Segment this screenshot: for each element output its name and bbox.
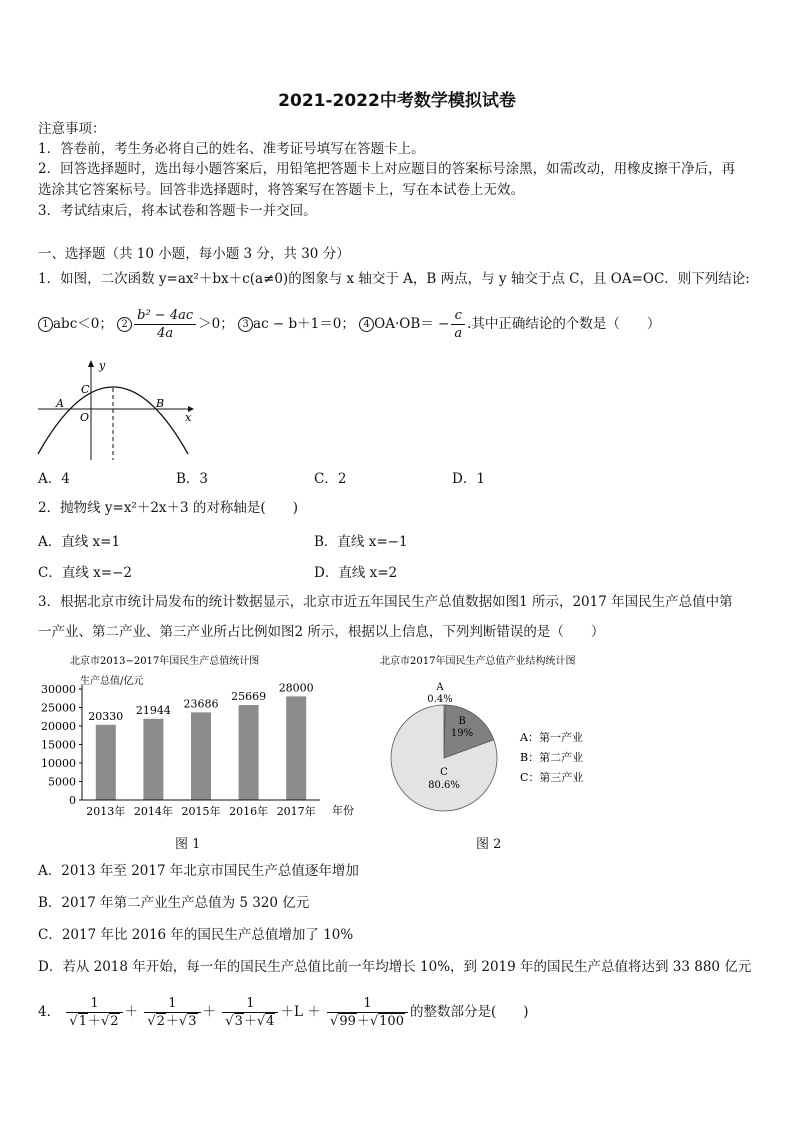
q3-option-b[interactable]: B．2017 年第二产业生产总值为 5 320 亿元 bbox=[38, 895, 310, 911]
q1-c2-fraction bbox=[134, 307, 196, 342]
x-tick-label: 2013年 bbox=[86, 805, 126, 818]
bar-chart-figure-1 bbox=[30, 650, 370, 825]
q1-option-d[interactable]: D．1 bbox=[452, 471, 485, 487]
notice-heading: 注意事项： bbox=[38, 121, 106, 137]
notice-item-2-cont: 选涂其它答案标号。回答非选择题时，将答案写在答题卡上，写在本试卷上无效。 bbox=[38, 182, 524, 198]
bar-chart-ylabel: 生产总值/亿元 bbox=[80, 676, 144, 687]
label-A: A bbox=[56, 397, 64, 410]
pie-value-C: 80.6% bbox=[428, 780, 460, 791]
figure-2-caption: 图 2 bbox=[476, 837, 502, 852]
pie-chart-title: 北京市2017年国民生产总值产业结构统计图 bbox=[380, 656, 576, 667]
q3-stem-line1: 3．根据北京市统计局发布的统计数据显示，北京市近五年国民生产总值数据如图1 所示，2017 年国民生产总值中第 bbox=[38, 594, 733, 610]
q4-term-3 bbox=[222, 995, 278, 1030]
q4-term-3-denominator: √3＋√4 bbox=[225, 1014, 275, 1029]
q4-term-1-numerator: 1 bbox=[66, 995, 122, 1013]
q4-term-2-denominator: √2＋√3 bbox=[147, 1014, 197, 1029]
q4-expression: 4． $\frac{1}{√1+√2}$ ＋ $\frac{1}{√2+√3}$ ＋ $\frac{1}{√3+√4}$ ＋L ＋ $\frac{1}{√99+√100}$ 的整数部分是( ) bbox=[38, 996, 529, 1029]
y-tick-label: 15000 bbox=[41, 738, 76, 752]
section-heading: 一、选择题（共 10 小题，每小题 3 分，共 30 分） bbox=[38, 246, 350, 262]
q4-term-2-radicand-1: 2 bbox=[156, 1014, 165, 1029]
q4-term-4 bbox=[327, 995, 408, 1030]
q1-c2-numerator: b² − 4ac bbox=[134, 307, 196, 325]
label-x: x bbox=[185, 411, 192, 424]
bar-2014年 bbox=[143, 719, 163, 800]
bar-chart-xlabel: 年份 bbox=[332, 804, 354, 817]
q4-term-2-numerator: 1 bbox=[144, 995, 200, 1013]
q4-ellipsis: ＋L ＋ bbox=[280, 1004, 321, 1020]
q1-c4-tail: .其中正确结论的个数是（ ） bbox=[467, 316, 661, 332]
q4-tail: 的整数部分是( ) bbox=[409, 1004, 529, 1020]
notice-item-2: 2．回答选择题时，选出每小题答案后，用铅笔把答题卡上对应题目的答案标号涂黑，如需改动，用橡皮擦干净后，再 bbox=[38, 161, 736, 177]
q4-term-1-radicand-2: 2 bbox=[110, 1014, 119, 1029]
bar-chart-title: 北京市2013−2017年国民生产总值统计图 bbox=[70, 656, 260, 667]
bar-value-label: 23686 bbox=[183, 697, 219, 711]
q2-option-b[interactable]: B．直线 x=−1 bbox=[314, 534, 408, 550]
q4-term-1-radicand-1: 1 bbox=[78, 1014, 87, 1029]
q4-term-1 bbox=[66, 995, 122, 1030]
q4-term-3-radicand-2: 4 bbox=[266, 1014, 275, 1029]
q4-number: 4． bbox=[38, 1004, 61, 1020]
q1-c4-numerator: c bbox=[451, 307, 465, 325]
label-C: C bbox=[81, 383, 90, 396]
q4-term-3-numerator: 1 bbox=[222, 995, 278, 1013]
q1-c1: abc＜0； bbox=[53, 316, 113, 332]
pie-label-C: C bbox=[440, 767, 448, 778]
q1-parabola-graph bbox=[30, 355, 200, 465]
bar-value-label: 28000 bbox=[278, 681, 314, 695]
y-tick-label: 30000 bbox=[41, 683, 76, 696]
q2-stem: 2．抛物线 y=x²＋2x＋3 的对称轴是( ) bbox=[38, 500, 298, 516]
q3-option-a[interactable]: A．2013 年至 2017 年北京市国民生产总值逐年增加 bbox=[38, 863, 359, 879]
q3-option-d[interactable]: D．若从 2018 年开始，每一年的国民生产总值比前一年均增长 10%，到 2019 年的国民生产总值将达到 33 880 亿元 bbox=[38, 959, 752, 975]
q4-term-2 bbox=[144, 995, 200, 1030]
figure-1-caption: 图 1 bbox=[175, 837, 201, 852]
q1-c4-fraction bbox=[451, 307, 465, 342]
y-tick-label: 25000 bbox=[41, 701, 76, 715]
x-tick-label: 2016年 bbox=[229, 805, 269, 818]
q1-option-c[interactable]: C．2 bbox=[314, 471, 347, 487]
y-axis-arrow bbox=[88, 360, 94, 367]
y-tick-label: 5000 bbox=[48, 775, 76, 789]
page-title: 2021-2022中考数学模拟试卷 bbox=[278, 91, 516, 111]
q3-stem-line2: 一产业、第二产业、第三产业所占比例如图2 所示，根据以上信息，下列判断错误的是（ ） bbox=[38, 624, 605, 640]
q2-option-c[interactable]: C．直线 x=−2 bbox=[38, 565, 132, 581]
pie-value-B: 19% bbox=[450, 728, 474, 739]
circled-number-4: 4 bbox=[359, 317, 374, 332]
notice-item-3: 3．考试结束后，将本试卷和答题卡一并交回。 bbox=[38, 203, 317, 219]
pie-chart-figure-2 bbox=[378, 650, 618, 825]
q4-term-4-denominator: √99＋√100 bbox=[330, 1014, 404, 1029]
q4-term-4-radicand-2: 100 bbox=[379, 1014, 404, 1029]
bar-value-label: 25669 bbox=[231, 690, 267, 704]
y-tick-label: 10000 bbox=[41, 757, 76, 770]
label-y: y bbox=[99, 359, 106, 372]
q4-term-2-radicand-2: 3 bbox=[188, 1014, 197, 1029]
circled-number-2: 2 bbox=[117, 317, 132, 332]
y-tick-label: 0 bbox=[69, 794, 76, 807]
q1-c2-tail: ＞0； bbox=[198, 316, 234, 332]
pie-label-A: A bbox=[436, 682, 444, 693]
q1-c4-denominator: a bbox=[454, 326, 463, 341]
label-O: O bbox=[80, 411, 90, 424]
pie-legend-C: C：第三产业 bbox=[520, 771, 584, 784]
bar-value-label: 20330 bbox=[88, 709, 124, 723]
y-tick-label: 20000 bbox=[41, 720, 76, 733]
q2-option-a[interactable]: A．直线 x=1 bbox=[38, 534, 121, 550]
bar-2015年 bbox=[191, 712, 211, 800]
q4-term-1-denominator: √1＋√2 bbox=[69, 1014, 119, 1029]
q1-option-b[interactable]: B．3 bbox=[176, 471, 209, 487]
q4-term-3-radicand-1: 3 bbox=[234, 1014, 243, 1029]
q2-option-d[interactable]: D．直线 x=2 bbox=[314, 565, 398, 581]
q1-conclusions bbox=[38, 306, 660, 342]
bar-value-label: 21944 bbox=[135, 703, 171, 717]
circled-number-3: 3 bbox=[238, 317, 253, 332]
circled-number-1: 1 bbox=[38, 317, 53, 332]
pie-value-A: 0.4% bbox=[427, 694, 453, 705]
q4-term-4-radicand-1: 99 bbox=[339, 1014, 356, 1029]
q4-term-4-numerator: 1 bbox=[327, 995, 408, 1013]
x-tick-label: 2017年 bbox=[276, 805, 316, 818]
q1-c2-denominator: 4a bbox=[157, 326, 174, 341]
pie-legend-B: B：第二产业 bbox=[520, 751, 584, 764]
notice-item-1: 1．答卷前，考生务必将自己的姓名、准考证号填写在答题卡上。 bbox=[38, 141, 425, 157]
x-tick-label: 2015年 bbox=[181, 805, 221, 818]
q1-option-a[interactable]: A．4 bbox=[38, 471, 70, 487]
q1-stem: 1．如图，二次函数 y=ax²＋bx＋c(a≠0)的图象与 x 轴交于 A，B 两点，与 y 轴交于点 C，且 OA=OC．则下列结论: bbox=[38, 271, 750, 287]
q1-c3: ac − b＋1＝0； bbox=[253, 316, 355, 332]
x-tick-label: 2014年 bbox=[133, 805, 173, 818]
bar-2016年 bbox=[239, 705, 259, 800]
bar-2013年 bbox=[96, 725, 116, 800]
pie-label-B: B bbox=[458, 716, 466, 727]
pie-legend-A: A：第一产业 bbox=[520, 731, 583, 744]
q1-c4-pre: OA·OB＝ − bbox=[374, 316, 450, 332]
label-B: B bbox=[156, 397, 165, 410]
bar-2017年 bbox=[286, 696, 306, 800]
q3-option-c[interactable]: C．2017 年比 2016 年的国民生产总值增加了 10% bbox=[38, 927, 354, 943]
